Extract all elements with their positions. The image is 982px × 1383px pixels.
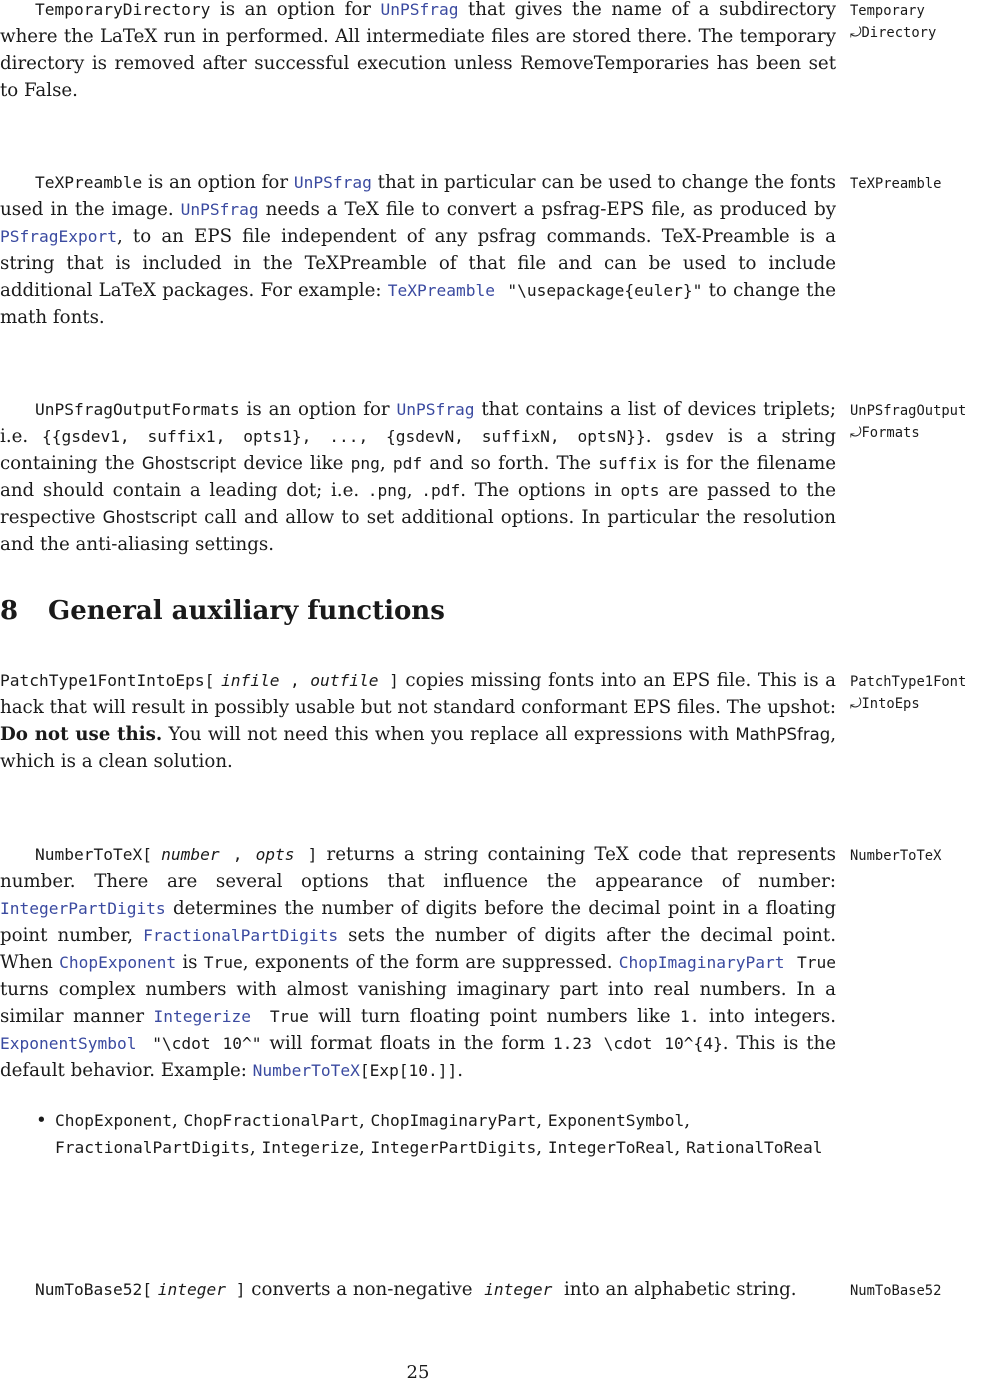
text: sets the number of digits after the decimal point. When	[0, 925, 836, 973]
margin-note-numtobase52: NumToBase52	[850, 1283, 942, 1299]
bullet-icon: •	[36, 1110, 47, 1131]
term: TemporaryDirectory	[35, 0, 211, 19]
text: call and allow to set additional options. In particular the resolution and the anti-aliasing settings.	[0, 507, 837, 555]
code: [Exp[10.]]	[359, 1061, 458, 1080]
link-chopexponent[interactable]: ChopExponent	[59, 953, 177, 972]
see-also-item: ChopExponent	[55, 1111, 172, 1130]
text: , exponents of the form are suppressed.	[242, 952, 619, 973]
text: converts a non-negative	[245, 1279, 479, 1300]
see-also-item: ChopImaginaryPart	[370, 1111, 537, 1130]
text: that contains a list of devices triplets; i.e.	[0, 399, 836, 447]
link-integerize[interactable]: Integerize	[153, 1007, 251, 1026]
text: will turn floating point numbers like	[308, 1006, 680, 1027]
code: .png	[367, 481, 407, 500]
text: is for the filename and should contain a leading dot; i.e.	[0, 453, 836, 501]
text: will format floats in the form	[261, 1033, 553, 1054]
link-texpreamble[interactable]: TeXPreamble	[387, 281, 495, 300]
term: NumToBase52[	[35, 1280, 152, 1299]
bracket: ]	[225, 1280, 246, 1299]
code: "\cdot 10^"	[152, 1034, 262, 1053]
separator: ,	[684, 1110, 691, 1131]
code: {{gsdev1, suffix1, opts1}, ..., {gsdevN, suffixN, optsN}}	[41, 427, 646, 446]
text: returns a string containing TeX code that represents number. There are several options that influence the appearance of number:	[0, 844, 836, 892]
paragraph-numbertotex	[0, 841, 836, 1084]
text: , to an EPS file independent of any psfrag commands. TeX-Preamble is a string that is included in the TeXPreamble of that file and can be used to include additional LaTeX packages. For example:	[0, 226, 836, 301]
separator: ,	[358, 1110, 371, 1131]
link-unpsfrag[interactable]: UnPSfrag	[180, 200, 259, 219]
see-also-item: IntegerPartDigits	[370, 1138, 537, 1157]
separator: ,	[674, 1137, 687, 1158]
separator: ,	[249, 1137, 262, 1158]
see-also-item: ExponentSymbol	[547, 1111, 685, 1130]
argument: opts	[255, 845, 295, 864]
paragraph-output-formats	[0, 396, 836, 558]
product-name: Ghostscript	[141, 454, 237, 473]
term: UnPSfragOutputFormats	[35, 400, 240, 419]
text: into an alphabetic string.	[558, 1279, 797, 1300]
paragraph-numtobase52	[0, 1276, 836, 1303]
code: True	[203, 953, 243, 972]
paragraph-patchtype1font	[0, 667, 836, 775]
code: png	[350, 454, 380, 473]
text: . The options in	[460, 480, 621, 501]
text: into integers.	[699, 1006, 836, 1027]
code: suffix	[598, 454, 657, 473]
text: . This is the default behavior. Example:	[0, 1033, 836, 1081]
text: .	[457, 1060, 464, 1081]
margin-note-numbertotex: NumberToTeX	[850, 848, 942, 864]
bracket: ]	[294, 845, 318, 864]
link-fractionalpartdigits[interactable]: FractionalPartDigits	[143, 926, 339, 945]
separator: ,	[358, 1137, 371, 1158]
margin-note-texpreamble: TeXPreamble	[850, 176, 942, 192]
separator: ,	[536, 1137, 548, 1158]
see-also-item: FractionalPartDigits	[55, 1138, 250, 1157]
text: needs a TeX file to convert a psfrag-EPS file, as produced by	[258, 199, 836, 220]
text: determines the number of digits before the decimal point in a floating point number,	[0, 898, 836, 946]
see-also-items	[55, 1107, 836, 1161]
link-unpsfrag[interactable]: UnPSfrag	[396, 400, 475, 419]
link-integerpartdigits[interactable]: IntegerPartDigits	[0, 899, 166, 918]
paragraph-temporary-directory	[0, 0, 836, 104]
argument: integer	[484, 1280, 553, 1299]
bracket: ]	[378, 671, 399, 690]
code: gsdev	[665, 427, 715, 446]
text: is an option for	[210, 0, 381, 20]
text: You will not need this when you replace all expressions with	[162, 724, 736, 745]
text: is an option for	[142, 172, 294, 193]
paragraph-texpreamble	[0, 169, 836, 331]
see-also-item: ChopFractionalPart	[183, 1111, 359, 1130]
text: turns complex numbers with almost vanishing imaginary part into real numbers. In a similar manner	[0, 979, 836, 1027]
see-also-item: Integerize	[261, 1138, 359, 1157]
link-numbertotex[interactable]: NumberToTeX	[252, 1061, 360, 1080]
link-psfragexport[interactable]: PSfragExport	[0, 227, 117, 246]
code: 1.23 \cdot 10^{4}	[552, 1034, 723, 1053]
argument: integer	[157, 1280, 226, 1299]
text: .	[645, 426, 666, 447]
text: , which is a clean solution.	[0, 724, 836, 772]
code: .pdf	[421, 481, 461, 500]
separator: ,	[536, 1110, 548, 1131]
see-also-item: IntegerToReal	[547, 1138, 675, 1157]
separator: ,	[171, 1110, 184, 1131]
text: copies missing fonts into an EPS file. This is a hack that will result in possibly usable but not standard conformant EPS files. The upshot:	[0, 670, 836, 718]
link-unpsfrag[interactable]: UnPSfrag	[293, 173, 372, 192]
code: pdf	[392, 454, 423, 473]
product-name: MathPSfrag	[735, 725, 831, 744]
see-also-list	[36, 1107, 836, 1161]
text: and so forth. The	[422, 453, 599, 474]
term: PatchType1FontIntoEps[	[0, 671, 215, 690]
text: ,	[406, 480, 422, 501]
page-number: 25	[406, 1362, 430, 1383]
margin-note-temporary-directory: Temporary ⤾Directory	[850, 3, 937, 41]
term: NumberToTeX[	[35, 845, 152, 864]
text: is an option for	[239, 399, 397, 420]
term: TeXPreamble	[35, 173, 143, 192]
text: are passed to the respective	[0, 480, 837, 528]
separator: ,	[219, 845, 256, 864]
text: is	[176, 952, 204, 973]
margin-note-output-formats: UnPSfragOutput ⤾Formats	[850, 403, 967, 441]
text: that gives the name of a subdirectory where the LaTeX run in performed. All intermediate files are stored there. The temporary directory is removed after successful execution unless RemoveTemporaries has been set to False.	[0, 0, 836, 101]
link-chopimaginarypart[interactable]: ChopImaginaryPart	[618, 953, 785, 972]
argument: number	[161, 845, 220, 864]
text: device like	[236, 453, 351, 474]
bold-warning: Do not use this.	[0, 724, 163, 745]
code: True	[797, 953, 836, 972]
link-unpsfrag[interactable]: UnPSfrag	[380, 0, 459, 19]
section-number: 8	[0, 596, 19, 626]
text: to change the math fonts.	[0, 280, 836, 328]
section-title: General auxiliary functions	[48, 596, 445, 626]
argument: outfile	[310, 671, 379, 690]
code: "\usepackage{euler}"	[507, 281, 703, 300]
code: 1.	[679, 1007, 700, 1026]
text: ,	[379, 453, 393, 474]
code: True	[269, 1007, 309, 1026]
link-exponentsymbol[interactable]: ExponentSymbol	[0, 1034, 137, 1053]
text: that in particular can be used to change the fonts used in the image.	[0, 172, 837, 220]
text: is a string containing the	[0, 426, 836, 474]
section-heading	[0, 594, 445, 628]
see-also-item: RationalToReal	[686, 1138, 823, 1157]
margin-note-patchtype1font: PatchType1Font ⤾IntoEps	[850, 674, 967, 712]
argument: infile	[220, 671, 280, 690]
separator: ,	[279, 671, 311, 690]
code: opts	[620, 481, 660, 500]
product-name: Ghostscript	[102, 508, 198, 527]
